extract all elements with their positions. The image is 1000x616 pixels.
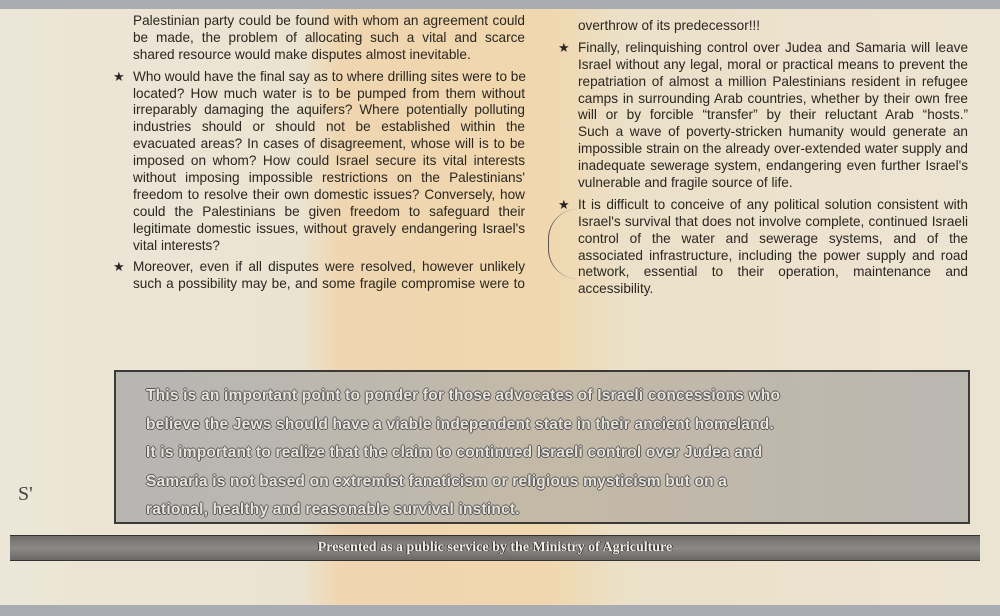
paragraph xyxy=(558,196,968,298)
callout-line: rational, healthy and reasonable survival instinct. xyxy=(146,501,520,518)
text-line: Israel without any legal, moral or practical means to prevent the xyxy=(578,56,968,72)
text-line: shared resource would make disputes almost inevitable. xyxy=(133,46,471,62)
callout-line: It is important to realize that the claim to continued Israeli control over Judea and xyxy=(146,444,763,461)
text-line: repatriation of almost a million Palestinians resident in refugee xyxy=(578,73,968,89)
footer-credit: Presented as a public service by the Ministry of Agriculture xyxy=(317,540,673,555)
callout-box xyxy=(114,370,970,524)
paragraph xyxy=(558,39,968,192)
text-line: camps in surrounding Arab countries, whether by their own free xyxy=(578,90,968,106)
text-line: Such a wave of poverty-stricken humanity would generate an xyxy=(578,124,968,140)
star-bullet-icon: ★ xyxy=(558,39,570,55)
text-line: overthrow of its predecessor!!! xyxy=(578,18,761,33)
footer-banner xyxy=(10,535,980,561)
text-line: freedom to resolve their own domestic issues? Conversely, how xyxy=(133,186,525,202)
star-bullet-icon: ★ xyxy=(113,259,125,275)
text-line: irreparably damaging the aquifers? Where potentially polluting xyxy=(133,102,525,118)
text-line: will or by forcible “transfer” by their reluctant Arab “hosts.” xyxy=(578,107,968,123)
pen-mark xyxy=(548,209,579,279)
callout-line: Samaria is not based on extremist fanaticism or religious mysticism but on a xyxy=(146,472,728,490)
text-line: such a possibility may be, and some fragile compromise were to xyxy=(133,276,525,292)
text-line: without imposing impossible restrictions on the Palestinians' xyxy=(133,170,525,186)
paragraph xyxy=(113,68,526,255)
star-bullet-icon: ★ xyxy=(113,68,125,84)
text-line: vital interests? xyxy=(133,237,220,253)
star-bullet-icon: ★ xyxy=(558,196,570,212)
left-column xyxy=(113,13,526,298)
paragraph xyxy=(578,18,968,35)
paragraph xyxy=(113,259,525,293)
text-line: legitimate domestic issues, without gravely endangering Israel's xyxy=(133,220,525,236)
text-line: Palestinian party could be found with whom an agreement could xyxy=(133,13,525,28)
margin-mark: S' xyxy=(18,483,33,505)
text-line: Finally, relinquishing control over Judea and Samaria will leave xyxy=(578,39,968,55)
text-line: impossible strain on the already over-extended water supply and xyxy=(578,141,968,157)
callout-line: believe the Jews should have a viable independent state in their ancient homeland. xyxy=(146,415,774,433)
text-line: evacuated areas? In cases of disagreement, whose will is to be xyxy=(133,136,525,152)
text-line: industries should or should not be established within the xyxy=(133,119,525,135)
text-line: Who would have the final say as to where drilling sites were to be xyxy=(133,68,526,84)
text-line: imposed on whom? How could Israel secure its vital interests xyxy=(133,153,525,169)
text-line: located? How much water is to be pumped from them without xyxy=(133,85,525,101)
text-line: Israel's survival that does not involve complete, continued Israeli xyxy=(578,213,968,229)
callout-line: This is an important point to ponder for those advocates of Israeli concessions who xyxy=(146,387,781,404)
text-line: vulnerable and fragile source of life. xyxy=(578,175,793,191)
text-line: control of the water and sewerage systems, and of the xyxy=(578,230,968,246)
text-line: Moreover, even if all disputes were resolved, however unlikely xyxy=(133,259,525,275)
text-line: network, essential to their operation, maintenance and xyxy=(578,264,968,280)
callout-text xyxy=(146,382,780,525)
text-line: be made, the problem of allocating such a vital and scarce xyxy=(133,29,525,45)
text-line: associated infrastructure, including the power supply and road xyxy=(578,247,968,263)
paragraph xyxy=(133,13,525,64)
text-line: could the Palestinians be given freedom to safeguard their xyxy=(133,203,525,219)
text-line: accessibility. xyxy=(578,281,654,297)
text-line: It is difficult to conceive of any political solution consistent with xyxy=(578,196,968,212)
text-line: inadequate sewerage system, endangering even further Israel's xyxy=(578,158,968,174)
right-column xyxy=(558,18,968,303)
